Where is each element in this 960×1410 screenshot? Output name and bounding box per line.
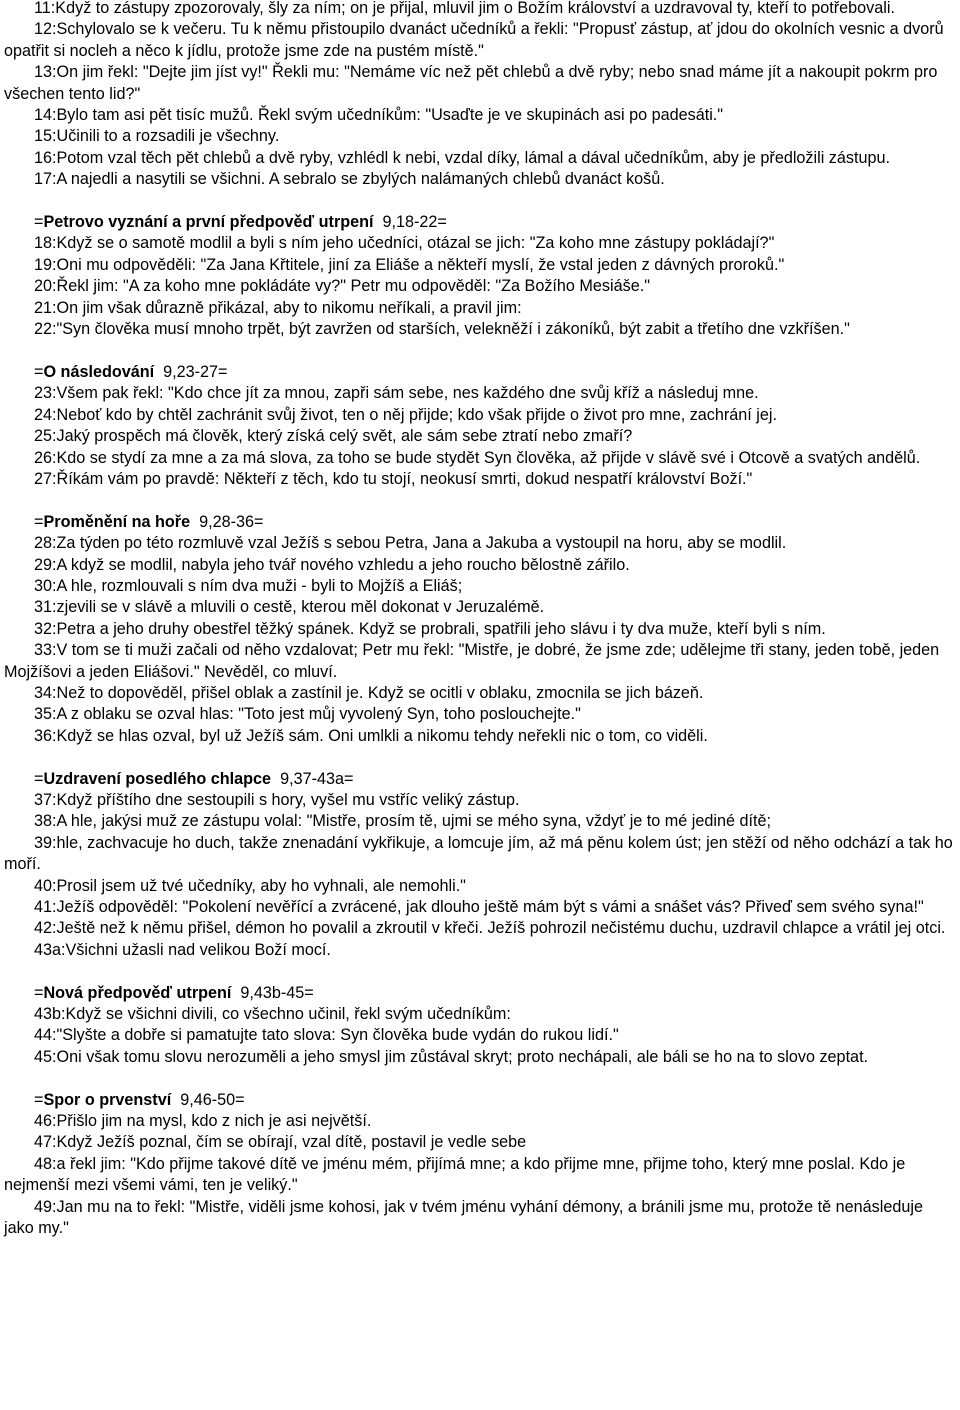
verse: 42:Ještě než k němu přišel, démon ho povalil a zkroutil v křeči. Ježíš pohrozil nečistému duchu, uzdravil chlapce a vrátil jej otci.	[34, 919, 946, 938]
section-reference: 9,28-36=	[199, 512, 264, 531]
verse: 34:Než to dopověděl, přišel oblak a zastínil je. Když se ocitli v oblaku, zmocnila se jich bázeň.	[34, 683, 704, 702]
verse: 31:zjevili se v slávě a mluvili o cestě, kterou měl dokonat v Jeruzalémě.	[34, 598, 545, 617]
verse: 48:a řekl jim: "Kdo přijme takové dítě ve jménu mém, přijímá mne; a kdo přijme mne, přijme toho, který mne poslal. Kdo je nejmenší mezi všemi vámi, ten je veliký."	[4, 1154, 906, 1195]
verse: 46:Přišlo jim na mysl, kdo z nich je asi největší.	[34, 1112, 372, 1131]
heading-prefix: =	[34, 362, 44, 381]
verse: 30:A hle, rozmlouvali s ním dva muži - byli to Mojžíš a Eliáš;	[34, 576, 463, 595]
section-reference: 9,18-22=	[382, 213, 447, 232]
section-reference: 9,43b-45=	[240, 983, 314, 1002]
verse: 21:On jim však důrazně přikázal, aby to nikomu neříkali, a pravil jim:	[34, 298, 522, 317]
section-promeneni-na-hore	[4, 512, 956, 747]
heading-prefix: =	[34, 213, 44, 232]
verse: 23:Všem pak řekl: "Kdo chce jít za mnou, zapři sám sebe, nes každého dne svůj kříž a následuj mne.	[34, 384, 759, 403]
section-title: O následování	[43, 362, 155, 381]
section-heading	[4, 212, 956, 233]
section-heading	[4, 1090, 956, 1111]
verse: 22:"Syn člověka musí mnoho trpět, být zavržen od starších, velekněží i zákoníků, být zabit a třetího dne vzkříšen."	[34, 320, 850, 339]
verse: 29:A když se modlil, nabyla jeho tvář nového vzhledu a jeho roucho bělostně zářilo.	[34, 555, 630, 574]
verse: 47:Když Ježíš poznal, čím se obírají, vzal dítě, postavil je vedle sebe	[34, 1133, 527, 1152]
verse: 37:Když příštího dne sestoupili s hory, vyšel mu vstříc veliký zástup.	[34, 790, 520, 809]
section-title: Spor o prvenství	[43, 1090, 172, 1109]
section-reference: 9,46-50=	[180, 1090, 245, 1109]
verse: 44:"Slyšte a dobře si pamatujte tato slova: Syn člověka bude vydán do rukou lidí."	[34, 1026, 619, 1045]
verse: 43b:Když se všichni divili, co všechno učinil, řekl svým učedníkům:	[34, 1005, 511, 1024]
verse: 49:Jan mu na to řekl: "Mistře, viděli jsme kohosi, jak v tvém jménu vyhání démony, a bránili jsme mu, protože tě nenásleduje jako my."	[4, 1197, 923, 1238]
verse: 18:Když se o samotě modlil a byli s ním jeho učedníci, otázal se jich: "Za koho mne zástupy pokládají?"	[34, 234, 775, 253]
verse: 14:Bylo tam asi pět tisíc mužů. Řekl svým učedníkům: "Usaďte je ve skupinách asi po padesáti."	[34, 106, 724, 125]
section-heading	[4, 362, 956, 383]
verse: 33:V tom se ti muži začali od něho vzdalovat; Petr mu řekl: "Mistře, je dobré, že jsme zde; udělejme tři stany, jeden tobě, jeden Mojžíšovi a jeden Eliášovi." Nevěděl, co mluví.	[4, 641, 940, 681]
section-title: Nová předpověď utrpení	[43, 983, 232, 1002]
heading-prefix: =	[34, 512, 44, 531]
verse: 25:Jaký prospěch má člověk, který získá celý svět, ale sám sebe ztratí nebo zmaří?	[34, 427, 633, 446]
document-body	[4, 0, 956, 1239]
heading-prefix: =	[34, 1090, 44, 1109]
verse: 40:Prosil jsem už tvé učedníky, aby ho vyhnali, ale nemohli."	[34, 876, 466, 895]
section-title: Proměnění na hoře	[43, 512, 191, 531]
verse: 45:Oni však tomu slovu nerozuměli a jeho smysl jim zůstával skryt; proto nechápali, ale báli se ho na to slovo zeptat.	[34, 1047, 869, 1066]
verse: 38:A hle, jakýsi muž ze zástupu volal: "Mistře, prosím tě, ujmi se mého syna, vždyť je to mé jediné dítě;	[34, 812, 771, 831]
verse: 12:Schylovalo se k večeru. Tu k němu přistoupilo dvanáct učedníků a řekli: "Propusť zástup, ať jdou do okolních vesnic a dvorů opatřit si nocleh a něco k jídlu, protože jsme zde na pustém místě."	[4, 20, 944, 60]
heading-prefix: =	[34, 769, 44, 788]
section-o-nasledovani	[4, 362, 956, 490]
section-reference: 9,37-43a=	[280, 769, 354, 788]
verse: 27:Říkám vám po pravdě: Někteří z těch, kdo tu stojí, neokusí smrti, dokud nespatří království Boží."	[34, 469, 753, 488]
section-petrovo-vyznani	[4, 212, 956, 340]
verse: 28:Za týden po této rozmluvě vzal Ježíš s sebou Petra, Jana a Jakuba a vystoupil na horu, aby se modlil.	[34, 534, 787, 553]
section-heading	[4, 512, 956, 533]
verse: 15:Učinili to a rozsadili je všechny.	[34, 127, 280, 146]
verse: 41:Ježíš odpověděl: "Pokolení nevěřící a zvrácené, jak dlouho ještě mám být s vámi a snášet vás? Přiveď sem svého syna!"	[34, 898, 924, 916]
verse: 17:A najedli a nasytili se všichni. A sebralo se zbylých nalámaných chlebů dvanáct košů.	[34, 170, 665, 189]
verse: 24:Neboť kdo by chtěl zachránit svůj život, ten o něj přijde; kdo však přijde o život pro mne, zachrání jej.	[34, 405, 777, 424]
verse: 43a:Všichni užasli nad velikou Boží mocí.	[34, 940, 331, 959]
verse: 19:Oni mu odpověděli: "Za Jana Křtitele, jiní za Eliáše a někteří myslí, že vstal jeden z dávných proroků."	[34, 255, 785, 274]
verse: 35:A z oblaku se ozval hlas: "Toto jest můj vyvolený Syn, toho poslouchejte."	[34, 705, 581, 724]
verse: 16:Potom vzal těch pět chlebů a dvě ryby, vzhlédl k nebi, vzdal díky, lámal a dával učedníkům, aby je předložili zástupu.	[34, 148, 890, 167]
section-heading	[4, 983, 956, 1004]
section-title: Uzdravení posedlého chlapce	[43, 769, 272, 788]
verse: 11:Když to zástupy zpozorovaly, šly za ním; on je přijal, mluvil jim o Božím království a uzdravoval ty, kteří to potřebovali.	[34, 0, 895, 17]
verse: 13:On jim řekl: "Dejte jim jíst vy!" Řekli mu: "Nemáme víc než pět chlebů a dvě ryby; nebo snad máme jít a nakoupit pokrm pro všechen tento lid?"	[4, 63, 938, 103]
section-uzdraveni-posedleho-chlapce	[4, 769, 956, 962]
section-nova-predpoved-utrpeni	[4, 983, 956, 1069]
verse: 32:Petra a jeho druhy obestřel těžký spánek. Když se probrali, spatřili jeho slávu i ty dva muže, kteří byli s ním.	[34, 619, 826, 638]
heading-prefix: =	[34, 983, 44, 1002]
section-reference: 9,23-27=	[163, 362, 228, 381]
intro-block	[4, 0, 956, 191]
section-title: Petrovo vyznání a první předpověď utrpení	[43, 213, 374, 232]
verse: 20:Řekl jim: "A za koho mne pokládáte vy?" Petr mu odpověděl: "Za Božího Mesiáše."	[34, 277, 650, 296]
verse: 26:Kdo se stydí za mne a za má slova, za toho se bude stydět Syn člověka, až přijde v slávě své i Otcově a svatých andělů.	[34, 448, 921, 467]
verse: 39:hle, zachvacuje ho duch, takže znenadání vykřikuje, a lomcuje jím, až má pěnu kolem úst; jen stěží od něho odchází a tak ho moří.	[4, 833, 953, 874]
section-heading	[4, 769, 956, 790]
verse: 36:Když se hlas ozval, byl už Ježíš sám. Oni umlkli a nikomu tehdy neřekli nic o tom, co viděli.	[34, 726, 708, 745]
section-spor-o-prvenstvi	[4, 1090, 956, 1240]
